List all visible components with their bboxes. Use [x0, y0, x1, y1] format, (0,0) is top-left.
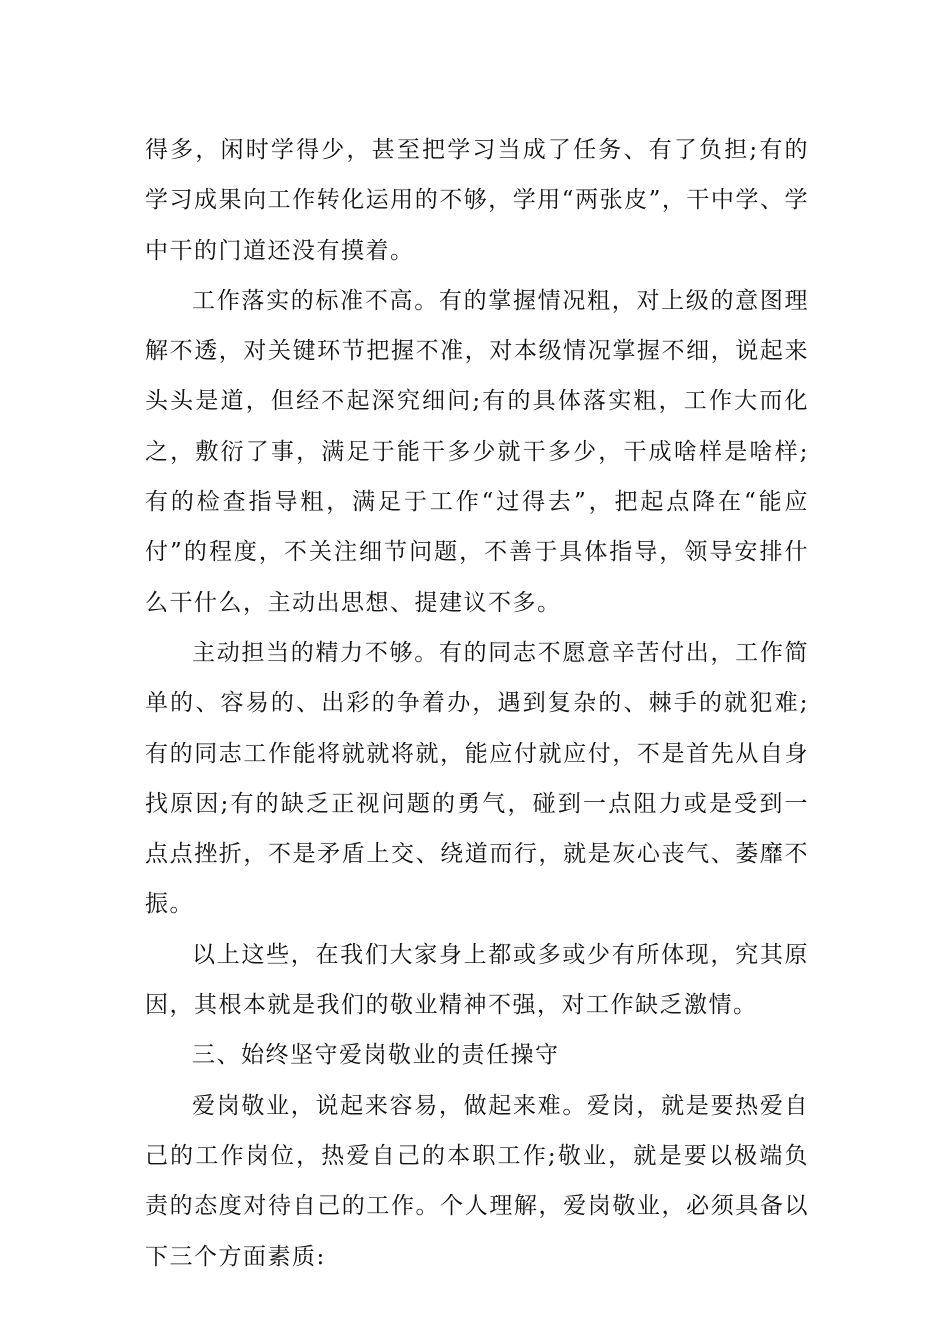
paragraph-dedication: 爱岗敬业，说起来容易，做起来难。爱岗，就是要热爱自己的工作岗位，热爱自己的本职工作;敬业，就是要以极端负责的态度对待自己的工作。个人理解，爱岗敬业，必须具备以下三个方面素质:	[145, 1092, 809, 1270]
document-body	[145, 125, 809, 1282]
section-heading: 三、始终坚守爱岗敬业的责任操守	[192, 1042, 560, 1069]
paragraph-initiative: 主动担当的精力不够。有的同志不愿意辛苦付出，工作简单的、容易的、出彩的争着办，遇到复杂的、棘手的就犯难;有的同志工作能将就就将就，能应付就应付，不是首先从自身找原因;有的缺乏正视问题的勇气，碰到一点阻力或是受到一点点挫折，不是矛盾上交、绕道而行，就是灰心丧气、萎靡不振。	[145, 639, 809, 918]
paragraph-work-standards: 工作落实的标准不高。有的掌握情况粗，对上级的意图理解不透，对关键环节把握不准，对本级情况掌握不细，说起来头头是道，但经不起深究细问;有的具体落实粗，工作大而化之，敷衍了事，满足于能干多少就干多少，干成啥样是啥样;有的检查指导粗，满足于工作“过得去”，把起点降在“能应付”的程度，不关注细节问题，不善于具体指导，领导安排什么干什么，主动出思想、提建议不多。	[145, 287, 809, 616]
paragraph-continuation: 得多，闲时学得少，甚至把学习当成了任务、有了负担;有的学习成果向工作转化运用的不够，学用“两张皮”，干中学、学中干的门道还没有摸着。	[145, 137, 809, 264]
paragraph-summary: 以上这些，在我们大家身上都或多或少有所体现，究其原因，其根本就是我们的敬业精神不强，对工作缺乏激情。	[145, 941, 809, 1019]
